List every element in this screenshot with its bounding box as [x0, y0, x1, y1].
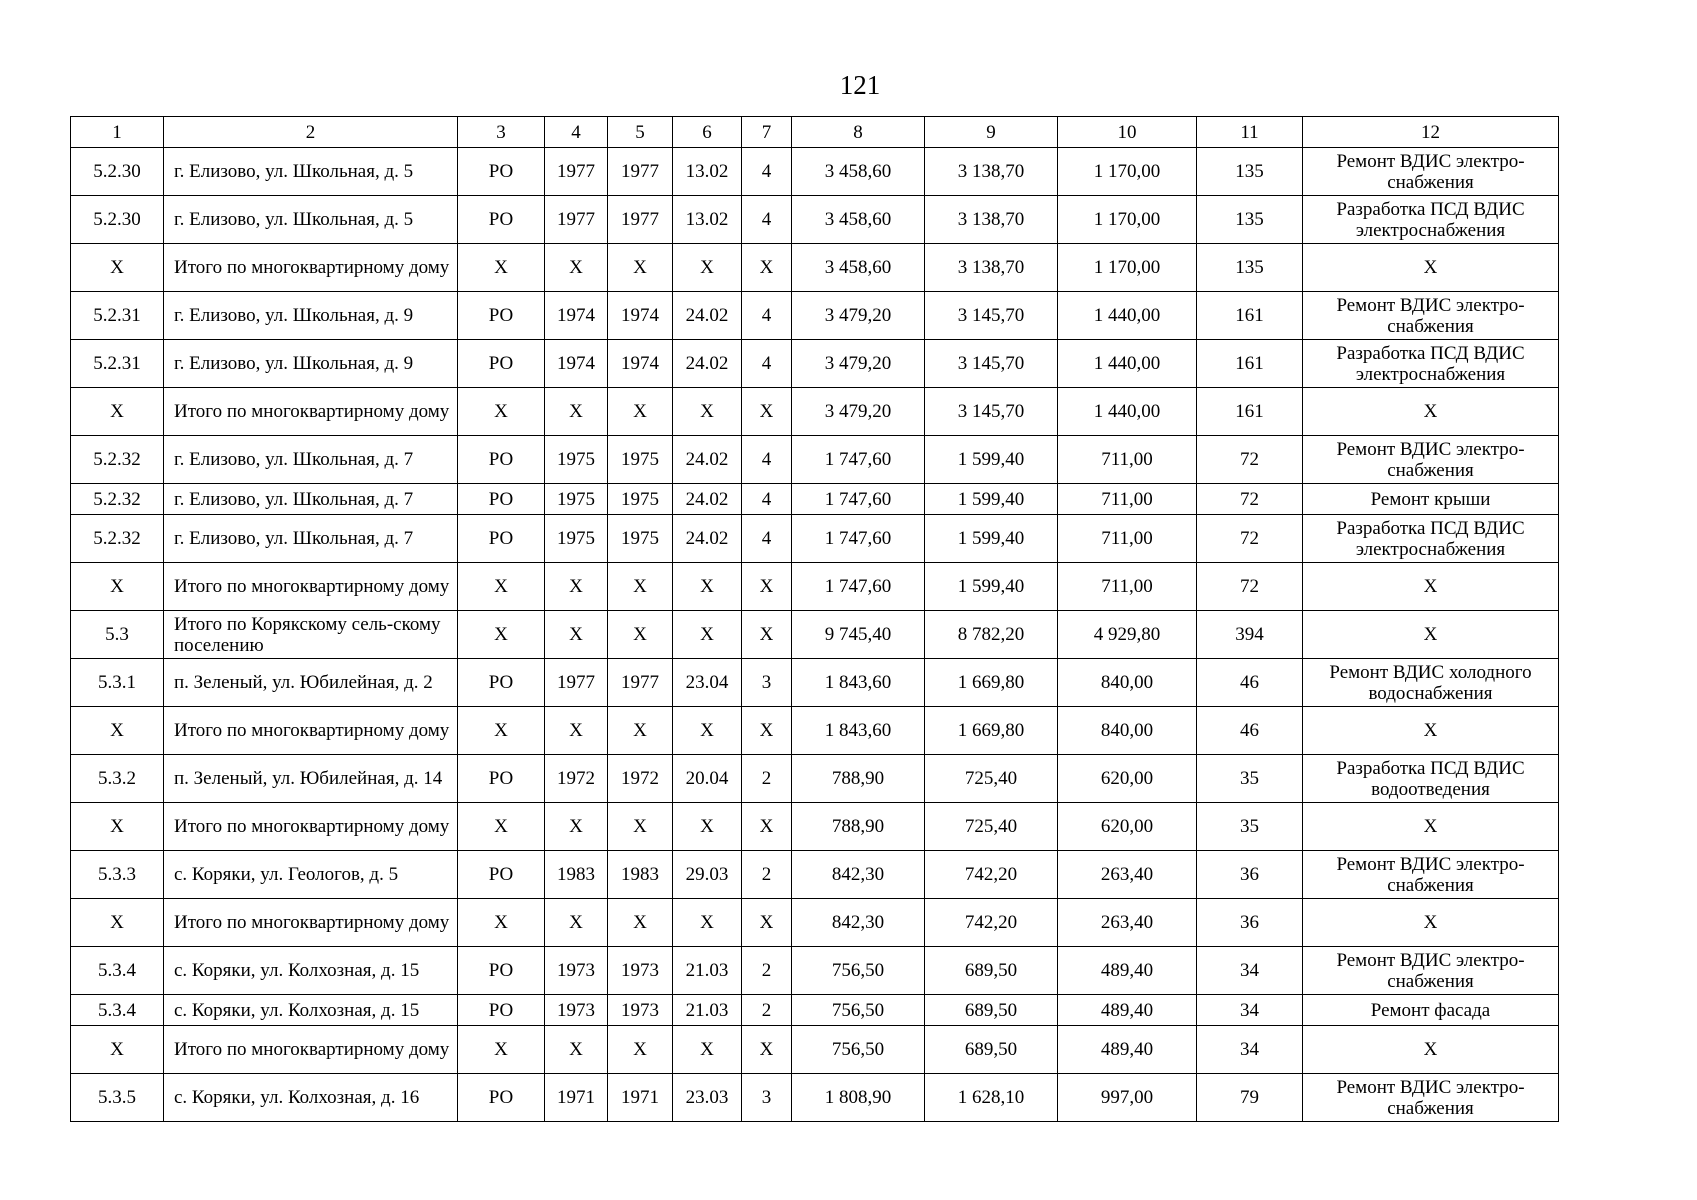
cell-residents: 72 [1197, 515, 1303, 563]
cell-floors: 3 [742, 1074, 792, 1122]
cell-year-commissioned: 1977 [608, 196, 673, 244]
cell-floors: Х [742, 1026, 792, 1074]
cell-item-number: Х [71, 707, 164, 755]
cell-floors: Х [742, 563, 792, 611]
cell-year-built: 1975 [545, 436, 608, 484]
cell-residents: 135 [1197, 244, 1303, 292]
table-row [71, 899, 1559, 947]
cell-object-type: РО [458, 659, 545, 707]
table-row [71, 707, 1559, 755]
table-row [71, 563, 1559, 611]
cell-cost: 489,40 [1058, 1026, 1197, 1074]
column-header: 5 [608, 117, 673, 148]
cell-object-type: Х [458, 611, 545, 659]
cell-year-commissioned: 1973 [608, 995, 673, 1026]
cell-object-type: РО [458, 947, 545, 995]
cell-work-type: Разработка ПСД ВДИС электроснабжения [1303, 515, 1559, 563]
cell-floors: 2 [742, 995, 792, 1026]
cell-living-area: 1 599,40 [925, 484, 1058, 515]
cell-year-commissioned: Х [608, 803, 673, 851]
cell-date: Х [673, 244, 742, 292]
cell-year-built: Х [545, 388, 608, 436]
cell-residents: 34 [1197, 947, 1303, 995]
cell-item-number: 5.3 [71, 611, 164, 659]
cell-year-built: 1983 [545, 851, 608, 899]
column-header: 12 [1303, 117, 1559, 148]
cell-year-commissioned: Х [608, 563, 673, 611]
cell-total-area: 1 747,60 [792, 515, 925, 563]
cell-address: п. Зеленый, ул. Юбилейная, д. 2 [164, 659, 458, 707]
cell-date: 24.02 [673, 292, 742, 340]
cell-work-type: Ремонт ВДИС электро-снабжения [1303, 851, 1559, 899]
cell-work-type: Разработка ПСД ВДИС электроснабжения [1303, 340, 1559, 388]
cell-object-type: Х [458, 899, 545, 947]
cell-object-type: РО [458, 755, 545, 803]
cell-residents: 36 [1197, 899, 1303, 947]
cell-floors: Х [742, 803, 792, 851]
column-header: 4 [545, 117, 608, 148]
cell-year-commissioned: 1983 [608, 851, 673, 899]
cell-year-built: 1973 [545, 995, 608, 1026]
table-row [71, 851, 1559, 899]
cell-item-number: 5.2.31 [71, 340, 164, 388]
cell-living-area: 725,40 [925, 755, 1058, 803]
cell-year-commissioned: 1975 [608, 484, 673, 515]
cell-cost: 620,00 [1058, 803, 1197, 851]
table-row [71, 995, 1559, 1026]
cell-item-number: 5.3.2 [71, 755, 164, 803]
cell-date: Х [673, 388, 742, 436]
cell-year-built: 1977 [545, 196, 608, 244]
cell-floors: Х [742, 899, 792, 947]
cell-work-type: Х [1303, 1026, 1559, 1074]
cell-work-type: Ремонт ВДИС электро-снабжения [1303, 436, 1559, 484]
cell-work-type: Х [1303, 611, 1559, 659]
cell-floors: 3 [742, 659, 792, 707]
cell-address: Итого по многоквартирному дому [164, 1026, 458, 1074]
cell-object-type: Х [458, 388, 545, 436]
cell-address: Итого по многоквартирному дому [164, 244, 458, 292]
cell-cost: 1 440,00 [1058, 388, 1197, 436]
cell-work-type: Ремонт ВДИС холодного водоснабжения [1303, 659, 1559, 707]
cell-floors: Х [742, 707, 792, 755]
cell-year-built: 1971 [545, 1074, 608, 1122]
cell-cost: 620,00 [1058, 755, 1197, 803]
cell-object-type: РО [458, 515, 545, 563]
cell-cost: 840,00 [1058, 659, 1197, 707]
cell-cost: 840,00 [1058, 707, 1197, 755]
cell-object-type: Х [458, 707, 545, 755]
cell-item-number: 5.3.3 [71, 851, 164, 899]
cell-year-built: 1973 [545, 947, 608, 995]
cell-work-type: Разработка ПСД ВДИС электроснабжения [1303, 196, 1559, 244]
cell-living-area: 3 138,70 [925, 244, 1058, 292]
cell-cost: 711,00 [1058, 436, 1197, 484]
cell-total-area: 3 458,60 [792, 244, 925, 292]
cell-year-built: 1975 [545, 484, 608, 515]
column-header: 6 [673, 117, 742, 148]
cell-work-type: Ремонт фасада [1303, 995, 1559, 1026]
cell-residents: 36 [1197, 851, 1303, 899]
cell-floors: 4 [742, 484, 792, 515]
cell-cost: 263,40 [1058, 851, 1197, 899]
cell-year-built: Х [545, 803, 608, 851]
cell-total-area: 9 745,40 [792, 611, 925, 659]
cell-address: г. Елизово, ул. Школьная, д. 9 [164, 292, 458, 340]
cell-floors: Х [742, 388, 792, 436]
table-row [71, 755, 1559, 803]
cell-date: Х [673, 563, 742, 611]
cell-date: 24.02 [673, 484, 742, 515]
cell-date: 23.04 [673, 659, 742, 707]
cell-work-type: Ремонт ВДИС электро-снабжения [1303, 292, 1559, 340]
cell-year-built: Х [545, 611, 608, 659]
cell-residents: 34 [1197, 995, 1303, 1026]
cell-date: Х [673, 899, 742, 947]
cell-item-number: 5.3.4 [71, 995, 164, 1026]
cell-living-area: 1 669,80 [925, 707, 1058, 755]
cell-living-area: 689,50 [925, 995, 1058, 1026]
column-header: 2 [164, 117, 458, 148]
housing-register-table [70, 116, 1559, 1122]
cell-item-number: Х [71, 563, 164, 611]
cell-residents: 161 [1197, 292, 1303, 340]
cell-living-area: 1 599,40 [925, 515, 1058, 563]
cell-work-type: Х [1303, 563, 1559, 611]
cell-address: с. Коряки, ул. Колхозная, д. 15 [164, 947, 458, 995]
cell-item-number: 5.2.32 [71, 436, 164, 484]
cell-total-area: 756,50 [792, 1026, 925, 1074]
cell-item-number: Х [71, 803, 164, 851]
cell-total-area: 842,30 [792, 851, 925, 899]
cell-item-number: 5.2.30 [71, 148, 164, 196]
cell-floors: Х [742, 244, 792, 292]
cell-item-number: Х [71, 244, 164, 292]
table-row [71, 1026, 1559, 1074]
cell-date: 21.03 [673, 947, 742, 995]
table-row [71, 436, 1559, 484]
cell-residents: 35 [1197, 803, 1303, 851]
cell-year-built: Х [545, 707, 608, 755]
table-row [71, 244, 1559, 292]
cell-date: 24.02 [673, 340, 742, 388]
cell-work-type: Ремонт ВДИС электро-снабжения [1303, 947, 1559, 995]
cell-address: Итого по многоквартирному дому [164, 388, 458, 436]
cell-total-area: 3 458,60 [792, 196, 925, 244]
cell-living-area: 742,20 [925, 851, 1058, 899]
cell-cost: 711,00 [1058, 563, 1197, 611]
column-header: 3 [458, 117, 545, 148]
cell-work-type: Х [1303, 244, 1559, 292]
cell-work-type: Х [1303, 707, 1559, 755]
cell-item-number: 5.2.31 [71, 292, 164, 340]
cell-total-area: 1 808,90 [792, 1074, 925, 1122]
cell-total-area: 1 843,60 [792, 659, 925, 707]
cell-residents: 72 [1197, 436, 1303, 484]
header-row [71, 117, 1559, 148]
cell-work-type: Х [1303, 899, 1559, 947]
cell-living-area: 3 145,70 [925, 340, 1058, 388]
table-row [71, 515, 1559, 563]
cell-work-type: Разработка ПСД ВДИС водоотведения [1303, 755, 1559, 803]
cell-address: г. Елизово, ул. Школьная, д. 7 [164, 484, 458, 515]
cell-living-area: 1 599,40 [925, 436, 1058, 484]
cell-date: 23.03 [673, 1074, 742, 1122]
cell-date: 24.02 [673, 515, 742, 563]
cell-floors: 2 [742, 947, 792, 995]
cell-work-type: Х [1303, 803, 1559, 851]
cell-year-built: 1974 [545, 340, 608, 388]
table-row [71, 484, 1559, 515]
cell-work-type: Ремонт ВДИС электро-снабжения [1303, 1074, 1559, 1122]
table-row [71, 611, 1559, 659]
cell-cost: 1 440,00 [1058, 292, 1197, 340]
cell-year-built: 1972 [545, 755, 608, 803]
cell-year-commissioned: 1974 [608, 292, 673, 340]
cell-cost: 711,00 [1058, 515, 1197, 563]
cell-year-commissioned: 1973 [608, 947, 673, 995]
table-row [71, 340, 1559, 388]
cell-year-commissioned: 1977 [608, 148, 673, 196]
cell-year-commissioned: 1975 [608, 515, 673, 563]
cell-residents: 34 [1197, 1026, 1303, 1074]
cell-total-area: 756,50 [792, 995, 925, 1026]
cell-date: Х [673, 707, 742, 755]
cell-living-area: 3 145,70 [925, 292, 1058, 340]
column-header: 9 [925, 117, 1058, 148]
cell-item-number: 5.3.4 [71, 947, 164, 995]
cell-living-area: 3 145,70 [925, 388, 1058, 436]
cell-floors: 2 [742, 755, 792, 803]
cell-cost: 711,00 [1058, 484, 1197, 515]
cell-date: Х [673, 1026, 742, 1074]
cell-living-area: 3 138,70 [925, 196, 1058, 244]
cell-address: с. Коряки, ул. Колхозная, д. 16 [164, 1074, 458, 1122]
cell-work-type: Ремонт ВДИС электро-снабжения [1303, 148, 1559, 196]
cell-cost: 4 929,80 [1058, 611, 1197, 659]
cell-object-type: Х [458, 803, 545, 851]
cell-date: 21.03 [673, 995, 742, 1026]
cell-cost: 489,40 [1058, 995, 1197, 1026]
table-row [71, 388, 1559, 436]
cell-year-commissioned: 1971 [608, 1074, 673, 1122]
cell-object-type: РО [458, 436, 545, 484]
cell-address: г. Елизово, ул. Школьная, д. 5 [164, 148, 458, 196]
cell-living-area: 725,40 [925, 803, 1058, 851]
cell-date: 20.04 [673, 755, 742, 803]
cell-total-area: 788,90 [792, 803, 925, 851]
cell-year-built: 1975 [545, 515, 608, 563]
cell-object-type: РО [458, 484, 545, 515]
cell-item-number: 5.3.5 [71, 1074, 164, 1122]
cell-living-area: 8 782,20 [925, 611, 1058, 659]
cell-floors: 4 [742, 292, 792, 340]
cell-date: 13.02 [673, 148, 742, 196]
cell-residents: 161 [1197, 340, 1303, 388]
cell-cost: 263,40 [1058, 899, 1197, 947]
cell-residents: 72 [1197, 484, 1303, 515]
table-row [71, 803, 1559, 851]
cell-address: Итого по Корякскому сель-скому поселению [164, 611, 458, 659]
cell-residents: 161 [1197, 388, 1303, 436]
cell-date: 29.03 [673, 851, 742, 899]
cell-living-area: 689,50 [925, 1026, 1058, 1074]
cell-year-commissioned: Х [608, 388, 673, 436]
cell-year-commissioned: Х [608, 1026, 673, 1074]
cell-floors: 4 [742, 196, 792, 244]
cell-cost: 489,40 [1058, 947, 1197, 995]
cell-address: г. Елизово, ул. Школьная, д. 5 [164, 196, 458, 244]
cell-floors: 4 [742, 436, 792, 484]
cell-item-number: 5.2.30 [71, 196, 164, 244]
cell-object-type: РО [458, 995, 545, 1026]
cell-total-area: 3 479,20 [792, 292, 925, 340]
page-number: 121 [839, 70, 881, 100]
cell-total-area: 756,50 [792, 947, 925, 995]
table-row [71, 1074, 1559, 1122]
cell-object-type: РО [458, 292, 545, 340]
cell-object-type: РО [458, 1074, 545, 1122]
table-row [71, 148, 1559, 196]
cell-date: 24.02 [673, 436, 742, 484]
cell-total-area: 3 479,20 [792, 388, 925, 436]
cell-cost: 1 170,00 [1058, 244, 1197, 292]
cell-living-area: 689,50 [925, 947, 1058, 995]
cell-residents: 135 [1197, 148, 1303, 196]
cell-total-area: 3 458,60 [792, 148, 925, 196]
cell-item-number: Х [71, 1026, 164, 1074]
cell-residents: 46 [1197, 707, 1303, 755]
cell-cost: 1 440,00 [1058, 340, 1197, 388]
cell-year-commissioned: 1974 [608, 340, 673, 388]
column-header: 1 [71, 117, 164, 148]
table-row [71, 292, 1559, 340]
cell-living-area: 742,20 [925, 899, 1058, 947]
table-body [71, 148, 1559, 1122]
cell-item-number: 5.3.1 [71, 659, 164, 707]
cell-living-area: 1 669,80 [925, 659, 1058, 707]
cell-year-commissioned: 1975 [608, 436, 673, 484]
cell-living-area: 1 628,10 [925, 1074, 1058, 1122]
cell-object-type: Х [458, 563, 545, 611]
cell-work-type: Х [1303, 388, 1559, 436]
cell-item-number: Х [71, 899, 164, 947]
cell-floors: 2 [742, 851, 792, 899]
table-row [71, 947, 1559, 995]
cell-address: с. Коряки, ул. Геологов, д. 5 [164, 851, 458, 899]
cell-total-area: 1 747,60 [792, 436, 925, 484]
column-header: 10 [1058, 117, 1197, 148]
cell-residents: 394 [1197, 611, 1303, 659]
cell-total-area: 1 747,60 [792, 563, 925, 611]
cell-residents: 79 [1197, 1074, 1303, 1122]
cell-address: г. Елизово, ул. Школьная, д. 7 [164, 515, 458, 563]
cell-item-number: Х [71, 388, 164, 436]
cell-year-built: 1977 [545, 659, 608, 707]
column-header: 7 [742, 117, 792, 148]
cell-object-type: Х [458, 244, 545, 292]
cell-object-type: РО [458, 148, 545, 196]
cell-total-area: 1 843,60 [792, 707, 925, 755]
cell-cost: 997,00 [1058, 1074, 1197, 1122]
cell-floors: 4 [742, 340, 792, 388]
cell-year-built: 1974 [545, 292, 608, 340]
cell-residents: 72 [1197, 563, 1303, 611]
cell-total-area: 842,30 [792, 899, 925, 947]
cell-date: 13.02 [673, 196, 742, 244]
cell-floors: 4 [742, 515, 792, 563]
cell-object-type: РО [458, 340, 545, 388]
cell-object-type: Х [458, 1026, 545, 1074]
cell-cost: 1 170,00 [1058, 148, 1197, 196]
table-header [71, 117, 1559, 148]
cell-total-area: 3 479,20 [792, 340, 925, 388]
cell-item-number: 5.2.32 [71, 484, 164, 515]
cell-residents: 35 [1197, 755, 1303, 803]
cell-cost: 1 170,00 [1058, 196, 1197, 244]
cell-year-commissioned: Х [608, 899, 673, 947]
cell-address: с. Коряки, ул. Колхозная, д. 15 [164, 995, 458, 1026]
cell-year-built: Х [545, 244, 608, 292]
cell-address: п. Зеленый, ул. Юбилейная, д. 14 [164, 755, 458, 803]
cell-address: Итого по многоквартирному дому [164, 803, 458, 851]
cell-year-built: 1977 [545, 148, 608, 196]
table-row [71, 196, 1559, 244]
cell-total-area: 788,90 [792, 755, 925, 803]
cell-address: Итого по многоквартирному дому [164, 707, 458, 755]
cell-year-built: Х [545, 563, 608, 611]
cell-floors: Х [742, 611, 792, 659]
cell-year-built: Х [545, 899, 608, 947]
cell-residents: 46 [1197, 659, 1303, 707]
cell-year-commissioned: Х [608, 611, 673, 659]
cell-living-area: 1 599,40 [925, 563, 1058, 611]
cell-floors: 4 [742, 148, 792, 196]
cell-date: Х [673, 611, 742, 659]
cell-item-number: 5.2.32 [71, 515, 164, 563]
column-header: 8 [792, 117, 925, 148]
table-row [71, 659, 1559, 707]
cell-year-commissioned: Х [608, 244, 673, 292]
cell-object-type: РО [458, 851, 545, 899]
cell-date: Х [673, 803, 742, 851]
cell-year-commissioned: Х [608, 707, 673, 755]
cell-year-built: Х [545, 1026, 608, 1074]
cell-address: Итого по многоквартирному дому [164, 899, 458, 947]
cell-work-type: Ремонт крыши [1303, 484, 1559, 515]
cell-year-commissioned: 1977 [608, 659, 673, 707]
cell-living-area: 3 138,70 [925, 148, 1058, 196]
cell-object-type: РО [458, 196, 545, 244]
cell-address: г. Елизово, ул. Школьная, д. 9 [164, 340, 458, 388]
cell-residents: 135 [1197, 196, 1303, 244]
cell-address: г. Елизово, ул. Школьная, д. 7 [164, 436, 458, 484]
cell-total-area: 1 747,60 [792, 484, 925, 515]
cell-year-commissioned: 1972 [608, 755, 673, 803]
column-header: 11 [1197, 117, 1303, 148]
cell-address: Итого по многоквартирному дому [164, 563, 458, 611]
